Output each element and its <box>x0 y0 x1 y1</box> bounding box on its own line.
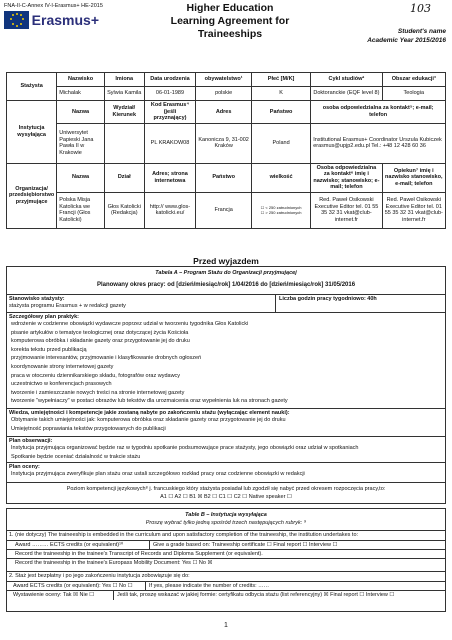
details-line-9: tworzenie i zamieszczanie nowych treści na stronie internetowej gazety <box>11 389 185 396</box>
record2-text[interactable]: Record the traineeship in the trainee's Europass Mobility Document: Yes ☐ No ☒ <box>15 560 213 566</box>
monitoring-line-1: Instytucja przyjmująca organizować będzie raz w tygodniu spotkanie podsumowujące prace stażysty, jego obowiązki oraz udział w spotkaniach <box>11 445 359 451</box>
before-mobility-title: Przed wyjazdem <box>193 256 259 266</box>
receiving-label: Organizacja/ przedsiębiorstwo przyjmujące <box>7 163 57 228</box>
details-label: Szczegółowy plan praktyk: <box>9 314 79 320</box>
details-line-5: przyjmowanie interesantów, przyjmowanie i klasyfikowanie drobnych ogłoszeń <box>11 355 202 362</box>
erasmus-logo <box>4 11 99 29</box>
receiving-header-name: Nazwa <box>57 163 105 192</box>
receiving-name: Polska Misja Katolicka we Francji (Głos Katolicki) <box>57 192 105 228</box>
hours-label: Liczba godzin pracy tygodniowo: 40h <box>279 296 377 302</box>
title-row <box>7 294 445 312</box>
trainee-field: Teologia <box>382 87 445 101</box>
trainee-surname: Michalak <box>57 87 105 101</box>
award-ects[interactable]: Award ……… ECTS credits (or equivalent)¹⁰ <box>15 542 124 548</box>
monitoring-line-2: Spotkanie będzie oceniać działalność w trakcie stażu <box>11 453 141 460</box>
title-value: stażysta programu Erasmus + w redakcji gazety <box>9 303 126 309</box>
sending-header-country: Państwo <box>251 101 310 124</box>
receiving-header-address: Adres; strona internetowa <box>144 163 196 192</box>
sending-label: Instytucja wysyłająca <box>7 101 57 164</box>
details-line-6: koordynowanie strony internetowej gazety <box>11 363 114 370</box>
evaluation-line-1: Instytucja przyjmująca zweryfikuje plan stażu oraz ustali szczegółowo rozkład pracy oraz codzienne obowiązki w redakcji <box>11 471 305 477</box>
record1-row <box>7 549 445 558</box>
receiving-header-dept: Dział <box>104 163 144 192</box>
grade-row <box>7 590 445 600</box>
evaluation-row <box>7 462 445 482</box>
monitoring-label: Plan obserwacji: <box>9 438 53 444</box>
receiving-country: Francja <box>196 192 252 228</box>
header-nationality: obywatelstwo¹ <box>196 73 252 87</box>
item2-row <box>7 571 445 581</box>
table-b-title: Table B – Instytucja wysyłająca <box>185 512 267 518</box>
award-ects2[interactable]: Award ECTS credits (or equivalent): Yes ☐ No ☐ <box>13 583 133 589</box>
sending-header-code: Kod Erasmus⁴ (jeśli przyznający) <box>144 101 196 124</box>
eu-flag-icon <box>4 11 29 29</box>
details-line-2: pisanie artykułów o tematyce teologicznej oraz dotyczącej życia Kościoła <box>11 329 189 336</box>
details-line-10: tworzenie "wypełniaczy" w postaci obrazów lub tekstów dla urozmaicenia oraz wypełnienia luk na stronach gazety <box>11 398 288 405</box>
title-line-1: Higher Education <box>186 2 274 14</box>
grade-line[interactable]: Wystawienie oceny: Tak ☒ Nie ☐ <box>13 592 95 598</box>
receiving-size <box>251 192 310 228</box>
sending-header-contact: osoba odpowiedzialna za kontakt⁵; e-mail; telefon <box>311 101 446 124</box>
sending-header-address: Adres <box>196 101 252 124</box>
title-line-3: Traineeships <box>197 28 263 40</box>
sending-header-name: Nazwa <box>57 101 105 124</box>
receiving-header-country: Państwo <box>196 163 252 192</box>
size-under-250-checkbox[interactable]: ☐ < 250 zatrudnionych <box>260 205 302 210</box>
grade-basis[interactable]: Jeśli tak, proszę wskazać w jakiej formie: certyfikatu odbycia stażu (list referencyjny) ☒ Final report ☐ Interview ☐ <box>117 592 395 598</box>
parties-table <box>6 72 446 229</box>
skills-line-1: Obtymanie takich umiejętności jak: komputerowa obróbka oraz składanie gazety oraz przygotowanie jej do druku <box>11 417 286 423</box>
skills-line-2: Umiejętność poprawiania tekstów przygotowanych do publikacji <box>11 425 166 432</box>
receiving-address: http:// www.glos-katolicki.eu/ <box>144 192 196 228</box>
language-levels[interactable]: A1 ☐ A2 ☐ B1 ☒ B2 ☐ C1 ☐ C2 ☐ Native speaker ☐ <box>160 494 292 500</box>
header-sex: Płeć [M/K] <box>251 73 310 87</box>
details-line-8: uczestnictwo w konferencjach prasowych <box>11 381 112 388</box>
receiving-header-contact: Osoba odpowiedzialna za kontakt⁶ imię i nazwisko; stanowisko; e-mail; telefon <box>311 163 382 192</box>
header-study-cycle: Cykl studiów² <box>311 73 382 87</box>
receiving-contact: Red. Paweł Osikowski Executive Editor tel. 01 55 35 32 31 vkat@club-internet.fr <box>311 192 382 228</box>
monitoring-row <box>7 436 445 462</box>
details-line-1: wdrożenie w codzienne obowiązki wydawcze poprzez udział w tworzeniu tygodnika Głos Katolicki <box>11 321 249 327</box>
skills-row <box>7 408 445 436</box>
academic-year-label: Academic Year 2015/2016 <box>367 37 446 44</box>
header-first-names: Imiona <box>104 73 144 87</box>
if-yes-credits: If yes, please indicate the number of credits: …… <box>149 583 270 589</box>
sending-header-faculty: Wydział/ Kierunek <box>104 101 144 124</box>
item2-text: 2. Staż jest bezpłatny i po jego zakończeniu instytucja zobowiązuje się do: <box>9 573 190 579</box>
table-a <box>6 266 446 504</box>
trainee-first-names: Sylwia Kamila <box>104 87 144 101</box>
sending-address: Kanonicza 9, 31-002 Kraków <box>196 123 252 163</box>
table-b <box>6 508 446 612</box>
trainee-study-cycle: Doktoranckie (EQF level 8) <box>311 87 382 101</box>
sending-country: Poland <box>251 123 310 163</box>
table-a-title: Tabela A – Program Stażu do Organizacji przyjmującej <box>155 270 297 276</box>
details-line-3: komputerowa obróbka i składanie gazety oraz przygotowanie jej do druku <box>11 338 190 345</box>
size-over-250-checkbox[interactable]: ☐ > 250 zatrudnionych <box>260 210 302 215</box>
award2-row <box>7 581 445 590</box>
sending-faculty <box>104 123 144 163</box>
sending-code: PL KRAKOW08 <box>144 123 196 163</box>
language-line: Poziom kompetencji językowych⁸ j. francuskiego który stażysta posiadał lub zgodził się nabyć przed okresem rozpoczęcia pracy,to: <box>66 486 386 492</box>
details-row <box>7 312 445 408</box>
skills-label: Wiedza, umiejętności i kompetencje jakie zostaną nabyte po zakończeniu stażu (wyłączając element nauki): <box>9 410 290 416</box>
logo-text: Erasmus+ <box>31 12 99 28</box>
header-dob: Data urodzenia <box>144 73 196 87</box>
document-title <box>150 2 310 41</box>
receiving-header-mentor: Opiekun⁷ imię i nazwisko stanowisko, e-mail; telefon <box>382 163 445 192</box>
award-row <box>7 540 445 549</box>
item1-text: 1. (nie dotyczy) The traineeship is embedded in the curriculum and upon satisfactory completion of the traineeship, the institution undertakes to: <box>9 532 359 538</box>
header-surname: Nazwisko <box>57 73 105 87</box>
record1-text: Record the traineeship in the trainee's Transcript of Records and Diploma Supplement (or equivalent). <box>15 551 263 557</box>
sending-name: Uniwersytet Papieski Jana Pawła II w Krakowie <box>57 123 105 163</box>
details-line-4: korekta tekstu przed publikacją <box>11 346 87 353</box>
sending-contact: Institutional Erasmus+ Coordinator Urszula Kubiczek erasmus@upjp2.edu.pl Tel.: +48 12 428 60 36 <box>311 123 446 163</box>
student-name-label: Student's name <box>397 28 446 35</box>
language-row <box>7 482 445 505</box>
title-line-2: Learning Agreement for <box>170 15 290 27</box>
planned-period: Planowany okres pracy: od [dzień/miesiąc/rok] 1/04/2016 do [dzień/miesiąc/rok] 31/05/2016 <box>96 282 356 288</box>
receiving-header-size: wielkość <box>251 163 310 192</box>
trainee-dob: 06-01-1989 <box>144 87 196 101</box>
give-grade[interactable]: Give a grade based on: Traineeship certificate ☐ Final report ☐ Interview ☐ <box>153 542 338 548</box>
trainee-sex: K <box>251 87 310 101</box>
page-number: 1 <box>224 622 228 629</box>
trainee-nationality: polskie <box>196 87 252 101</box>
record2-row <box>7 558 445 568</box>
table-b-subtitle: Proszę wybrać tylko jedną spośród trzech następujących rubryk: ⁹ <box>145 520 307 526</box>
receiving-dept: Głos Katolicki (Redakcja) <box>104 192 144 228</box>
evaluation-label: Plan oceny: <box>9 464 40 470</box>
item1-row <box>7 530 445 540</box>
title-label: Stanowisko stażysty: <box>9 296 65 302</box>
handwritten-number: 103 <box>410 2 431 15</box>
trainee-label: Stażysta <box>7 73 57 101</box>
details-line-7: praca w otoczeniu dziennikarskiego składu, fotografów oraz wydawcy <box>11 372 181 379</box>
receiving-mentor: Red. Paweł Osikowski Executive Editor tel. 01 55 35 32 31 vkat@club-internet.fr <box>382 192 445 228</box>
form-code: FNA-II-C-Annex IV-I-Erasmus+ HE-2015 <box>4 3 103 9</box>
header-field: Obszar edukacji³ <box>382 73 445 87</box>
